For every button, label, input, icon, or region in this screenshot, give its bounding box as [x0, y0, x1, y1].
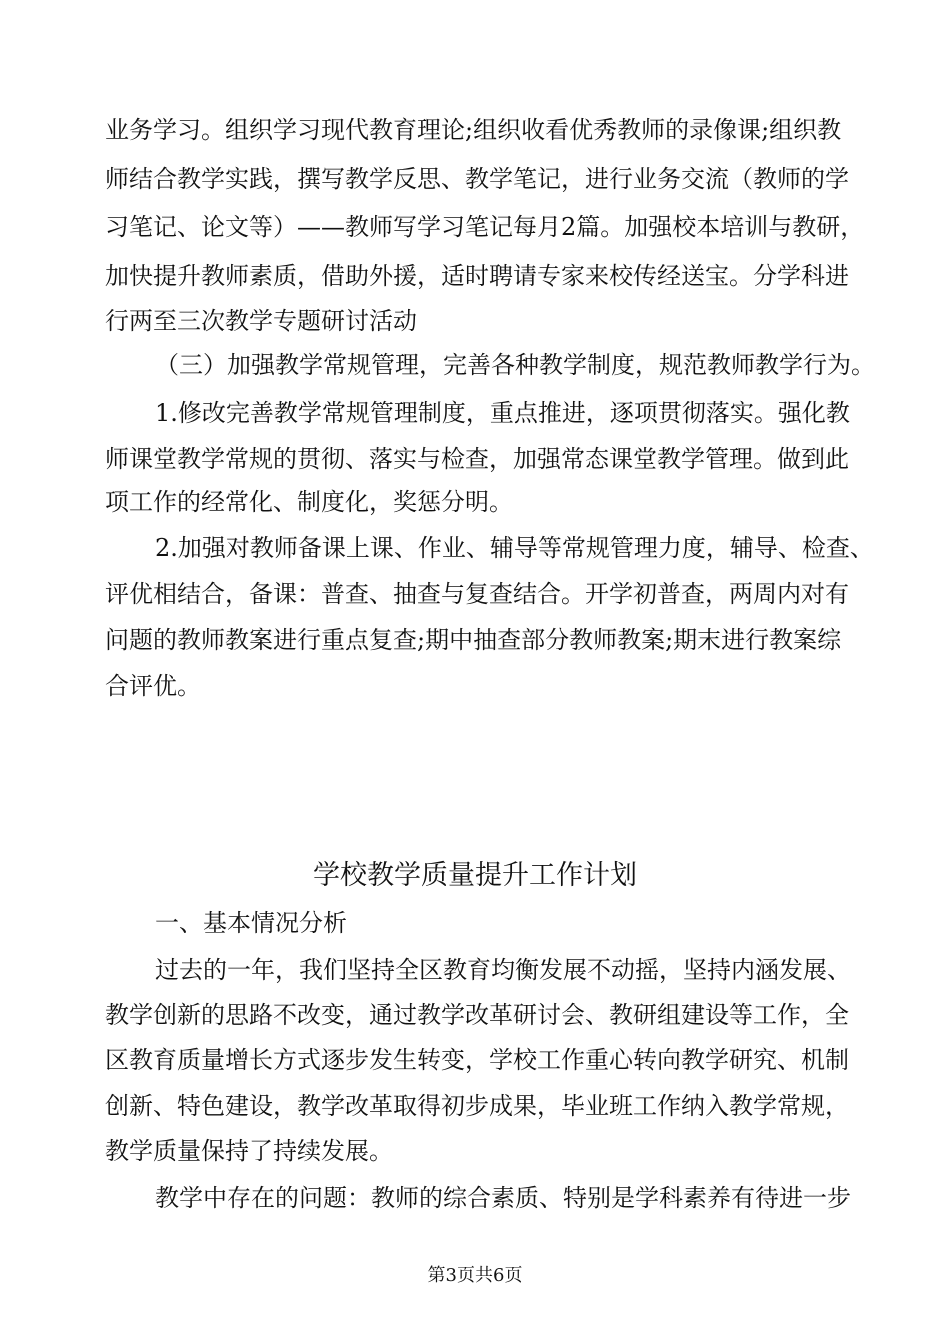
- page-number: 第3页共6页: [427, 1265, 523, 1286]
- text-line: 区教育质量增长方式逐步发生转变，学校工作重心转向教学研究、机制: [105, 1046, 849, 1074]
- text-line: 加快提升教师素质，借助外援，适时聘请专家来校传经送宝。分学科进: [105, 262, 849, 290]
- text-line: 问题的教师教案进行重点复查;期中抽查部分教师教案;期末进行教案综: [105, 626, 842, 654]
- text-line: 2.加强对教师备课上课、作业、辅导等常规管理力度，辅导、检查、: [155, 534, 874, 562]
- text-line: 教学中存在的问题：教师的综合素质、特别是学科素养有待进一步: [155, 1184, 851, 1212]
- text-line: 教学质量保持了持续发展。: [105, 1137, 393, 1165]
- text-line: 过去的一年，我们坚持全区教育均衡发展不动摇，坚持内涵发展、: [155, 956, 851, 984]
- text-line: 习笔记、论文等）——教师写学习笔记每月2篇。加强校本培训与教研，: [105, 213, 865, 241]
- text-line: 业务学习。组织学习现代教育理论;组织收看优秀教师的录像课;组织教: [105, 116, 842, 144]
- text-line: 项工作的经常化、制度化，奖惩分明。: [105, 488, 513, 516]
- text-line: 合评优。: [105, 672, 201, 700]
- text-line: 1.修改完善教学常规管理制度，重点推进，逐项贯彻落实。强化教: [155, 399, 850, 427]
- document-title: 学校教学质量提升工作计划: [313, 860, 637, 891]
- section-heading: （三）加强教学常规管理，完善各种教学制度，规范教师教学行为。: [155, 351, 875, 379]
- section-heading: 一、基本情况分析: [155, 909, 347, 937]
- text-line: 师结合教学实践，撰写教学反思、教学笔记，进行业务交流（教师的学: [105, 165, 849, 193]
- text-line: 师课堂教学常规的贯彻、落实与检查，加强常态课堂教学管理。做到此: [105, 445, 849, 473]
- text-line: 评优相结合，备课：普查、抽查与复查结合。开学初普查，两周内对有: [105, 580, 849, 608]
- text-line: 创新、特色建设，教学改革取得初步成果，毕业班工作纳入教学常规，: [105, 1092, 849, 1120]
- text-line: 行两至三次教学专题研讨活动: [105, 307, 417, 335]
- text-line: 教学创新的思路不改变，通过教学改革研讨会、教研组建设等工作，全: [105, 1001, 849, 1029]
